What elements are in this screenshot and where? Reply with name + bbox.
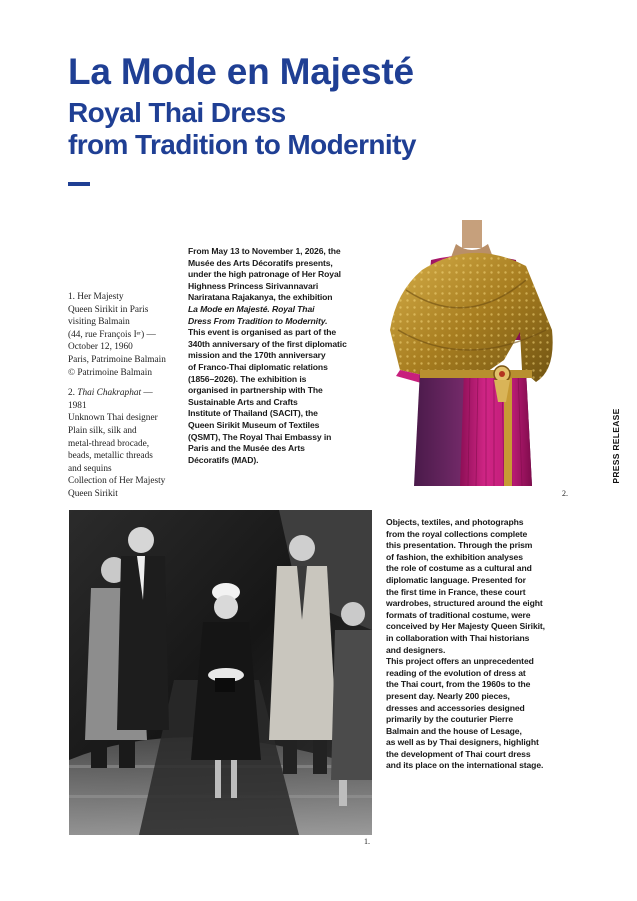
intro-line: of Franco-Thai diplomatic relations <box>188 361 328 372</box>
caption-2-heading <box>68 387 176 400</box>
body-line: in collaboration with Thai historians <box>386 632 530 643</box>
intro-line: Institute of Thailand (SACIT), the <box>188 408 318 419</box>
caption-line: Unknown Thai designer <box>68 413 158 424</box>
thai-dress-photo <box>376 220 569 486</box>
intro-line: Musée des Arts Décoratifs presents, <box>188 257 333 268</box>
caption-2-dash: — <box>141 388 153 399</box>
caption-2-number: 2. <box>68 388 78 399</box>
body-line: This project offers an unprecedented <box>386 656 534 667</box>
intro-line: This event is organised as part of the <box>188 327 337 338</box>
caption-line: Collection of Her Majesty <box>68 476 166 487</box>
intro-line: Queen Sirikit Museum of Textiles <box>188 419 320 430</box>
press-release-label <box>608 408 624 484</box>
intro-line: 340th anniversary of the first diplomatic <box>188 338 347 349</box>
subtitle-line-2: from Tradition to Modernity <box>68 129 416 160</box>
caption-line: Plain silk, silk and <box>68 425 137 436</box>
body-line: the Thai court, from the 1960s to the <box>386 679 531 690</box>
caption-2-title: Thai Chakraphat <box>77 388 142 399</box>
intro-exhibition-title <box>188 304 373 316</box>
caption-line: 1. Her Majesty <box>68 292 124 302</box>
body-line: of fashion, the exhibition analyses <box>386 551 523 562</box>
intro-line: Highness Princess Sirivannavari <box>188 280 319 291</box>
caption-line: (44, rue François Iᵉʳ) — <box>68 329 156 340</box>
caption-line: Queen Sirikit <box>68 488 118 499</box>
exhibition-title-line-1: La Mode en Majesté. Royal Thai <box>188 303 315 314</box>
intro-line: under the high patronage of Her Royal <box>188 269 341 280</box>
intro-line: (QSMT), The Royal Thai Embassy in <box>188 431 332 442</box>
body-line: dresses and accessories designed <box>386 702 525 713</box>
page-subtitle <box>68 97 416 161</box>
body-line: Balmain and the house of Lesage, <box>386 725 522 736</box>
body-line: this presentation. Through the prism <box>386 540 533 551</box>
figure-captions <box>68 291 176 509</box>
caption-line: October 12, 1960 <box>68 342 133 353</box>
body-line: the first time in France, these court <box>386 586 526 597</box>
title-divider <box>68 182 90 186</box>
caption-line: visiting Balmain <box>68 317 130 328</box>
body-line: and designers. <box>386 644 446 655</box>
body-line: conceived by Her Majesty Queen Sirikit, <box>386 621 545 632</box>
caption-1 <box>68 291 176 379</box>
intro-paragraph <box>188 246 373 466</box>
body-line: and its place on the international stage. <box>386 760 544 771</box>
figure-2-number: 2. <box>562 489 568 498</box>
body-line: the development of Thai court dress <box>386 748 531 759</box>
intro-line: (1856–2026). The exhibition is <box>188 373 307 384</box>
caption-line: and sequins <box>68 463 112 474</box>
intro-line: mission and the 170th anniversary <box>188 350 326 361</box>
body-line: wardrobes, structured around the eight <box>386 598 543 609</box>
body-line: the role of costume as a cultural and <box>386 563 532 574</box>
body-line: from the royal collections complete <box>386 528 528 539</box>
intro-line: From May 13 to November 1, 2026, the <box>188 246 341 256</box>
body-line: present day. Nearly 200 pieces, <box>386 690 510 701</box>
intro-line: Sustainable Arts and Crafts <box>188 396 298 407</box>
body-line: formats of traditional costume, were <box>386 609 531 620</box>
body-line: diplomatic language. Presented for <box>386 574 526 585</box>
intro-line: Décoratifs (MAD). <box>188 454 259 465</box>
body-paragraph <box>386 517 586 772</box>
caption-2 <box>68 387 176 500</box>
intro-line: Paris and the Musée des Arts <box>188 443 305 454</box>
historical-photo-queen-sirikit <box>69 510 372 835</box>
intro-line: Nariratana Rajakanya, the exhibition <box>188 292 333 303</box>
intro-exhibition-title <box>188 316 373 328</box>
exhibition-title-line-2: Dress From Tradition to Modernity. <box>188 315 328 326</box>
subtitle-line-1: Royal Thai Dress <box>68 97 286 128</box>
caption-line: metal-thread brocade, <box>68 438 150 449</box>
intro-line: organised in partnership with The <box>188 385 323 396</box>
caption-line: Paris, Patrimoine Balmain <box>68 354 166 365</box>
press-release-text: PRESS RELEASE <box>611 408 621 484</box>
body-line: as well as by Thai designers, highlight <box>386 737 539 748</box>
body-line: reading of the evolution of dress at <box>386 667 526 678</box>
body-line: primarily by the couturier Pierre <box>386 714 514 725</box>
page-title: La Mode en Majesté <box>68 51 414 92</box>
caption-line: beads, metallic threads <box>68 451 153 462</box>
caption-line: 1981 <box>68 400 87 411</box>
body-line: Objects, textiles, and photographs <box>386 517 524 527</box>
caption-line: Queen Sirikit in Paris <box>68 304 149 315</box>
caption-line: © Patrimoine Balmain <box>68 367 153 378</box>
figure-1-number: 1. <box>364 837 370 846</box>
